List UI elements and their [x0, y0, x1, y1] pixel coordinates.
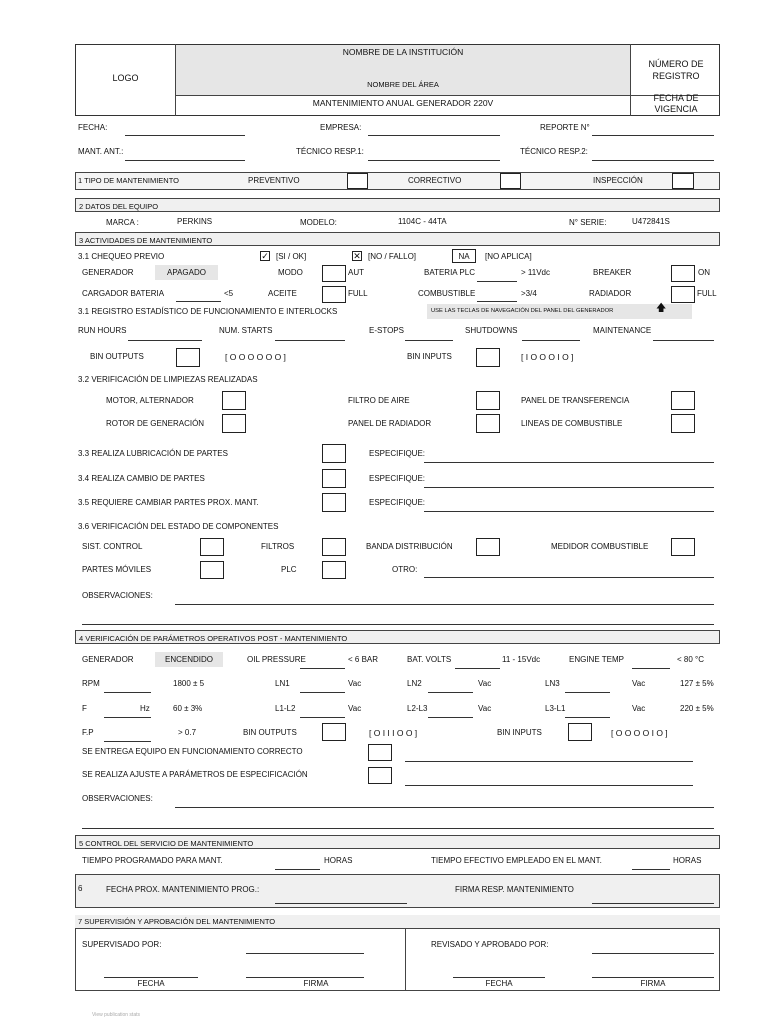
breaker-label: BREAKER — [593, 268, 632, 277]
maintenance-field[interactable] — [653, 340, 714, 341]
cambio-especifique: ESPECIFIQUE: — [369, 474, 426, 483]
ln2-label: LN2 — [407, 679, 422, 688]
cargador-value: <5 — [224, 289, 234, 298]
fecha-prox-field[interactable] — [275, 903, 407, 904]
bateria-plc-field[interactable] — [477, 281, 517, 282]
radiador-full-label: FULL — [697, 289, 717, 298]
estops-label: E-STOPS — [369, 326, 404, 335]
sist-control-checkbox[interactable] — [200, 538, 224, 556]
observaciones-line-2[interactable] — [82, 624, 714, 625]
modo-checkbox[interactable] — [322, 265, 346, 282]
entrega-field[interactable] — [405, 761, 693, 762]
revisor-fecha-field[interactable] — [453, 977, 545, 978]
preventivo-checkbox[interactable] — [347, 173, 368, 189]
panel-transf-checkbox[interactable] — [671, 391, 695, 410]
fecha-prox-label: FECHA PROX. MANTENIMIENTO PROG.: — [106, 885, 260, 894]
observaciones-line-1[interactable] — [175, 604, 714, 605]
document-title: MANTENIMIENTO ANUAL GENERADOR 220V — [312, 98, 494, 108]
inspeccion-checkbox[interactable] — [672, 173, 694, 189]
registro-label: 3.1 REGISTRO ESTADÍSTICO DE FUNCIONAMIENTO E INTERLOCKS — [78, 307, 338, 316]
lubricacion-field[interactable] — [424, 462, 714, 463]
area-name: NOMBRE DEL ÁREA — [367, 80, 439, 89]
combustible-label: COMBUSTIBLE — [418, 289, 476, 298]
horas2-label: HORAS — [673, 856, 702, 865]
bin-outputs-label: BIN OUTPUTS — [90, 352, 144, 361]
maintenance-label: MAINTENANCE — [593, 326, 652, 335]
fp-field[interactable] — [104, 741, 151, 742]
revisor-fecha-label: FECHA — [485, 979, 513, 988]
arrow-up-icon: 🡅 — [656, 303, 667, 314]
si-ok-checkbox[interactable]: ✓ — [261, 251, 269, 261]
modo-label: MODO — [278, 268, 303, 277]
tecnico2-label: TÉCNICO RESP.2: — [520, 147, 588, 156]
rpm-value: 1800 ± 5 — [173, 679, 205, 688]
engine-temp-field[interactable] — [632, 668, 670, 669]
l1l2-vac: Vac — [348, 704, 362, 713]
firma-resp-label: FIRMA RESP. MANTENIMIENTO — [455, 885, 574, 894]
shutdowns-field[interactable] — [522, 340, 580, 341]
l2l3-vac: Vac — [478, 704, 492, 713]
motor-checkbox[interactable] — [222, 391, 246, 410]
hz-label: Hz — [140, 704, 150, 713]
ln1-label: LN1 — [275, 679, 290, 688]
lubricacion-label: 3.3 REALIZA LUBRICACIÓN DE PARTES — [78, 449, 228, 458]
bat-volts-label: BAT. VOLTS — [407, 655, 452, 664]
preventivo-label: PREVENTIVO — [248, 176, 300, 185]
mant-ant-field[interactable] — [125, 160, 245, 161]
rpm-field[interactable] — [104, 692, 151, 693]
filtro-aire-label: FILTRO DE AIRE — [348, 396, 410, 405]
otro-label: OTRO: — [392, 565, 418, 574]
entrega-label: SE ENTREGA EQUIPO EN FUNCIONAMIENTO CORRECTO — [82, 747, 303, 756]
revisado-label: REVISADO Y APROBADO POR: — [431, 940, 549, 949]
no-aplica-label: [NO APLICA] — [485, 252, 532, 261]
l3l1-vac: Vac — [632, 704, 646, 713]
l1l2-label: L1-L2 — [275, 704, 296, 713]
s7-title: 7 SUPERVISIÓN Y APROBACIÓN DEL MANTENIMIENTO — [78, 917, 276, 926]
radiador-label: RADIADOR — [589, 289, 632, 298]
l2l3-field[interactable] — [428, 717, 473, 718]
serie-value: U472841S — [632, 217, 670, 226]
ajuste-label: SE REALIZA AJUSTE A PARÁMETROS DE ESPECIFICACIÓN — [82, 770, 308, 779]
s4-bin-inputs-box[interactable] — [568, 723, 592, 741]
s4-generador-label: GENERADOR — [82, 655, 134, 664]
partes-moviles-label: PARTES MÓVILES — [82, 565, 152, 574]
plc-checkbox[interactable] — [322, 561, 346, 579]
shutdowns-label: SHUTDOWNS — [465, 326, 518, 335]
no-fallo-checkbox[interactable]: ✕ — [353, 251, 361, 261]
rotor-checkbox[interactable] — [222, 414, 246, 433]
s3-header: 3 ACTIVIDADES DE MANTENIMIENTO — [75, 232, 720, 246]
aceite-full-label: FULL — [348, 289, 368, 298]
f-field[interactable] — [104, 717, 151, 718]
aut-label: AUT — [348, 268, 364, 277]
s6-number: 6 — [78, 884, 83, 893]
f-value: 60 ± 3% — [173, 704, 203, 713]
empresa-label: EMPRESA: — [320, 123, 362, 132]
lubricacion-especifique: ESPECIFIQUE: — [369, 449, 426, 458]
s4-bin-outputs-label: BIN OUTPUTS — [243, 728, 297, 737]
institution-name: NOMBRE DE LA INSTITUCIÓN — [342, 47, 464, 57]
panel-transf-label: PANEL DE TRANSFERENCIA — [521, 396, 630, 405]
reporte-field[interactable] — [592, 135, 714, 136]
requiere-especifique: ESPECIFIQUE: — [369, 498, 426, 507]
ln-value: 127 ± 5% — [680, 679, 714, 688]
plc-label: PLC — [281, 565, 297, 574]
banda-checkbox[interactable] — [476, 538, 500, 556]
ajuste-checkbox[interactable] — [368, 767, 392, 784]
tiempo-efec-field[interactable] — [632, 869, 670, 870]
s4-observaciones-label: OBSERVACIONES: — [82, 794, 153, 803]
tiempo-efec-label: TIEMPO EFECTIVO EMPLEADO EN EL MANT. — [431, 856, 602, 865]
bin-outputs-value: [ O O O O O O ] — [225, 352, 286, 362]
lineas-checkbox[interactable] — [671, 414, 695, 433]
bin-inputs-box[interactable] — [476, 348, 500, 367]
serie-label: N° SERIE: — [569, 218, 607, 227]
ln3-label: LN3 — [545, 679, 560, 688]
partes-moviles-checkbox[interactable] — [200, 561, 224, 579]
oil-label: OIL PRESSURE — [247, 655, 306, 664]
tiempo-prog-label: TIEMPO PROGRAMADO PARA MANT. — [82, 856, 223, 865]
requiere-label: 3.5 REQUIERE CAMBIAR PARTES PROX. MANT. — [78, 498, 259, 507]
revisor-firma-label: FIRMA — [640, 979, 666, 988]
tecnico2-field[interactable] — [592, 160, 714, 161]
num-starts-label: NUM. STARTS — [219, 326, 273, 335]
correctivo-label: CORRECTIVO — [408, 176, 462, 185]
aceite-checkbox[interactable] — [322, 286, 346, 303]
aceite-label: ACEITE — [268, 289, 297, 298]
supervisado-field[interactable] — [246, 953, 364, 954]
s1-title: 1 TIPO DE MANTENIMIENTO — [78, 176, 179, 185]
run-hours-field[interactable] — [128, 340, 202, 341]
ln2-vac: Vac — [478, 679, 492, 688]
num-starts-field[interactable] — [275, 340, 345, 341]
marca-value: PERKINS — [177, 217, 213, 226]
entrega-checkbox[interactable] — [368, 744, 392, 761]
sist-control-label: SIST. CONTROL — [82, 542, 143, 551]
componentes-label: 3.6 VERIFICACIÓN DEL ESTADO DE COMPONENTES — [78, 522, 279, 531]
cargador-label: CARGADOR BATERIA — [82, 289, 165, 298]
medidor-checkbox[interactable] — [671, 538, 695, 556]
l1l2-field[interactable] — [300, 717, 345, 718]
ln1-field[interactable] — [300, 692, 345, 693]
f-label: F — [82, 704, 87, 713]
s4-observaciones-line-1[interactable] — [175, 807, 714, 808]
cargador-field[interactable] — [176, 301, 221, 302]
footer-note[interactable]: View publication stats — [92, 1012, 140, 1018]
cambio-checkbox[interactable] — [322, 469, 346, 488]
cambio-label: 3.4 REALIZA CAMBIO DE PARTES — [78, 474, 205, 483]
s2-header: 2 DATOS DEL EQUIPO — [75, 198, 720, 212]
combustible-value: >3/4 — [521, 289, 537, 298]
mant-ant-label: MANT. ANT.: — [78, 147, 124, 156]
fecha-label: FECHA: — [78, 123, 108, 132]
logo: LOGO — [112, 73, 139, 83]
tecnico1-field[interactable] — [368, 160, 500, 161]
engine-temp-label: ENGINE TEMP — [569, 655, 624, 664]
limpiezas-label: 3.2 VERIFICACIÓN DE LIMPIEZAS REALIZADAS — [78, 375, 258, 384]
revisado-field[interactable] — [592, 953, 714, 954]
ll-value: 220 ± 5% — [680, 704, 714, 713]
correctivo-checkbox[interactable] — [500, 173, 521, 189]
filtros-checkbox[interactable] — [322, 538, 346, 556]
requiere-field[interactable] — [424, 511, 714, 512]
apagado-value: APAGADO — [167, 268, 206, 277]
l3l1-field[interactable] — [565, 717, 610, 718]
rotor-label: ROTOR DE GENERACIÓN — [106, 419, 205, 428]
s4-header: 4 VERIFICACIÓN DE PARÁMETROS OPERATIVOS POST - MANTENIMIENTO — [75, 630, 720, 644]
filtro-aire-checkbox[interactable] — [476, 391, 500, 410]
filtros-label: FILTROS — [261, 542, 295, 551]
oil-value: < 6 BAR — [348, 655, 379, 664]
run-hours-label: RUN HOURS — [78, 326, 127, 335]
marca-label: MARCA : — [106, 218, 139, 227]
engine-temp-value: < 80 °C — [677, 655, 704, 664]
nav-note: USE LAS TECLAS DE NAVEGACIÓN DEL PANEL DEL GENERADOR — [431, 308, 614, 314]
panel-rad-label: PANEL DE RADIADOR — [348, 419, 432, 428]
reporte-label: REPORTE N° — [540, 123, 590, 132]
supervisor-fecha-field[interactable] — [104, 977, 198, 978]
ajuste-field[interactable] — [405, 785, 693, 786]
generador-label: GENERADOR — [82, 268, 134, 277]
s4-observaciones-line-2[interactable] — [82, 828, 714, 829]
s4-bin-inputs-label: BIN INPUTS — [497, 728, 542, 737]
breaker-checkbox[interactable] — [671, 265, 695, 282]
rpm-label: RPM — [82, 679, 100, 688]
ln3-vac: Vac — [632, 679, 646, 688]
inspeccion-label: INSPECCIÓN — [593, 176, 643, 185]
s4-bin-inputs-value: [ O O O O I O ] — [611, 728, 668, 738]
empresa-field[interactable] — [368, 135, 500, 136]
s4-bin-outputs-box[interactable] — [322, 723, 346, 741]
fp-value: > 0.7 — [178, 728, 197, 737]
bat-volts-field[interactable] — [455, 668, 500, 669]
lineas-label: LINEAS DE COMBUSTIBLE — [521, 419, 623, 428]
encendido-value: ENCENDIDO — [164, 655, 213, 664]
l3l1-label: L3-L1 — [545, 704, 566, 713]
cambio-field[interactable] — [424, 487, 714, 488]
no-fallo-label: [NO / FALLO] — [368, 252, 417, 261]
otro-field[interactable] — [424, 577, 714, 578]
bin-inputs-label: BIN INPUTS — [407, 352, 452, 361]
modelo-label: MODELO: — [300, 218, 337, 227]
chequeo-label: 3.1 CHEQUEO PREVIO — [78, 252, 165, 261]
na-label: NA — [458, 252, 470, 261]
on-label: ON — [698, 268, 710, 277]
s4-bin-outputs-value: [ O I I I O O ] — [369, 728, 418, 738]
supervisor-firma-label: FIRMA — [303, 979, 329, 988]
estops-field[interactable] — [405, 340, 453, 341]
revisor-firma-field[interactable] — [592, 977, 714, 978]
vigencia-label: FECHA DE VIGENCIA — [653, 93, 699, 114]
fecha-field[interactable] — [125, 135, 245, 136]
si-ok-label: [SI / OK] — [276, 252, 307, 261]
registro-label: NÚMERO DE REGISTRO — [648, 59, 704, 81]
tecnico1-label: TÉCNICO RESP.1: — [296, 147, 364, 156]
oil-field[interactable] — [300, 668, 345, 669]
modelo-value: 1104C - 44TA — [398, 217, 447, 226]
observaciones-label: OBSERVACIONES: — [82, 591, 153, 600]
s5-header: 5 CONTROL DEL SERVICIO DE MANTENIMIENTO — [75, 835, 720, 849]
l2l3-label: L2-L3 — [407, 704, 428, 713]
ln2-field[interactable] — [428, 692, 473, 693]
combustible-field[interactable] — [477, 301, 517, 302]
firma-resp-field[interactable] — [592, 903, 714, 904]
banda-label: BANDA DISTRIBUCIÓN — [366, 542, 453, 551]
bateria-plc-value: > 11Vdc — [521, 268, 550, 277]
supervisor-fecha-label: FECHA — [137, 979, 165, 988]
ln1-vac: Vac — [348, 679, 362, 688]
panel-rad-checkbox[interactable] — [476, 414, 500, 433]
bin-outputs-box[interactable] — [176, 348, 200, 367]
bin-inputs-value: [ I O O O I O ] — [521, 352, 574, 362]
supervisor-firma-field[interactable] — [246, 977, 364, 978]
fp-label: F.P — [82, 728, 94, 737]
radiador-checkbox[interactable] — [671, 286, 695, 303]
bateria-plc-label: BATERIA PLC — [424, 268, 475, 277]
medidor-label: MEDIDOR COMBUSTIBLE — [551, 542, 649, 551]
tiempo-prog-field[interactable] — [275, 869, 320, 870]
motor-label: MOTOR, ALTERNADOR — [106, 396, 194, 405]
bat-volts-value: 11 - 15Vdc — [502, 655, 541, 664]
horas-label: HORAS — [324, 856, 353, 865]
requiere-checkbox[interactable] — [322, 493, 346, 512]
ln3-field[interactable] — [565, 692, 610, 693]
lubricacion-checkbox[interactable] — [322, 444, 346, 463]
supervisado-label: SUPERVISADO POR: — [82, 940, 162, 949]
